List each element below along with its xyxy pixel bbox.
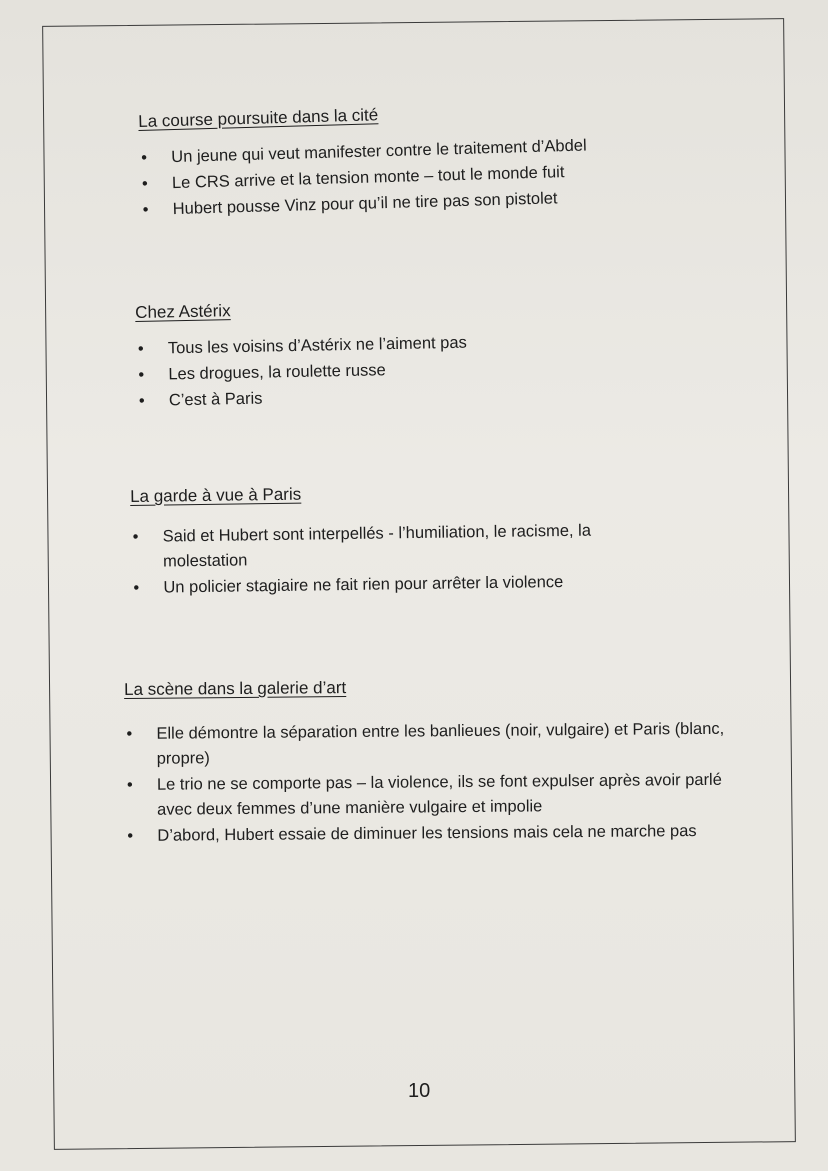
section-heading: Chez Astérix bbox=[135, 301, 231, 322]
bullet-icon: • bbox=[141, 174, 149, 193]
list-item bbox=[125, 768, 725, 823]
bullet-icon: • bbox=[133, 578, 140, 597]
bullet-text: Un policier stagiaire ne fait rien pour arrêter la violence bbox=[163, 572, 564, 597]
bullet-text: Le CRS arrive et la tension monte – tout le monde fuit bbox=[171, 163, 565, 193]
bullet-text: C’est à Paris bbox=[168, 389, 263, 410]
list-item bbox=[124, 717, 724, 772]
bullet-text: D’abord, Hubert essaie de diminuer les tensions mais cela ne marche pas bbox=[157, 822, 697, 845]
bullet-icon: • bbox=[132, 527, 139, 546]
section-garde-a-vue bbox=[130, 479, 672, 602]
bullet-text: Les drogues, la roulette russe bbox=[168, 361, 386, 384]
list-item bbox=[131, 517, 672, 575]
section-heading: La scène dans la galerie d’art bbox=[124, 678, 347, 699]
bullet-text: Said et Hubert sont interpellés - l’humiliation, le racisme, la molestation bbox=[162, 521, 592, 571]
bullet-text: Le trio ne se comporte pas – la violence, ils se font expulser après avoir parlé avec deux femmes d’une manière vulgaire et impolie bbox=[156, 770, 722, 819]
page-number: 10 bbox=[408, 1080, 431, 1102]
section-chez-asterix bbox=[135, 292, 697, 415]
bullet-icon: • bbox=[141, 148, 148, 167]
bullet-text: Un jeune qui veut manifester contre le traitement d’Abdel bbox=[171, 136, 587, 167]
bullet-icon: • bbox=[138, 391, 145, 410]
bullet-icon: • bbox=[126, 775, 133, 794]
bullet-text: Tous les voisins d’Astérix ne l’aiment pas bbox=[167, 333, 467, 358]
bullet-icon: • bbox=[126, 724, 133, 743]
section-galerie-art bbox=[124, 675, 725, 850]
bullet-icon: • bbox=[137, 339, 144, 358]
section-heading: La garde à vue à Paris bbox=[130, 484, 302, 506]
bullet-icon: • bbox=[127, 826, 134, 845]
section-heading: La course poursuite dans la cité bbox=[138, 105, 379, 131]
bullet-icon: • bbox=[142, 200, 149, 219]
bullet-icon: • bbox=[138, 365, 145, 384]
list-item bbox=[125, 819, 725, 849]
bullet-text: Hubert pousse Vinz pour qu’il ne tire pas son pistolet bbox=[172, 189, 558, 219]
section-course-poursuite bbox=[138, 96, 701, 224]
bullet-text: Elle démontre la séparation entre les banlieues (noir, vulgaire) et Paris (blanc, propre) bbox=[156, 719, 725, 768]
